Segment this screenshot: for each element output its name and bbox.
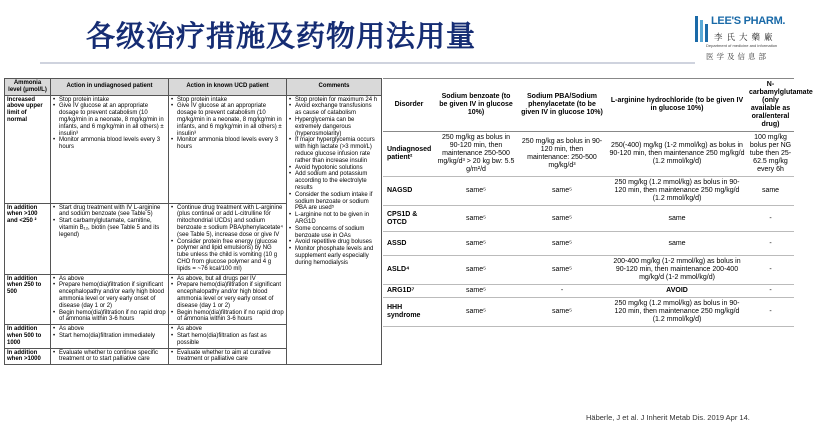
table-header-row xyxy=(383,79,794,132)
comment-item: • Stop protein for maximum 24 h xyxy=(289,97,379,104)
action-item: • As above xyxy=(53,326,166,333)
logo-bars-icon xyxy=(694,14,708,44)
action-item: • Begin hemo(dia)filtration if no rapid drop of ammonia within 3-6 hours xyxy=(53,310,166,324)
title-divider xyxy=(40,62,695,64)
comment-item: • Consider the sodium intake if sodium benzoate or sodium PBA are used⁵ xyxy=(289,192,379,212)
comment-item: • Monitor phosphate levels and supplement early especially during hemodialysis xyxy=(289,246,379,266)
benzoate-dose: same⁵ xyxy=(435,256,517,285)
disorder-cell: ASLD⁴ xyxy=(383,256,435,285)
ncg-dose: - xyxy=(747,232,794,256)
header-ammonia-level: Ammonia level (μmol/L) xyxy=(5,79,51,96)
action-item: • Stop protein intake xyxy=(171,97,284,104)
header-disorder: Disorder xyxy=(383,79,435,132)
benzoate-dose: same⁵ xyxy=(435,206,517,232)
disorder-cell: ASSD xyxy=(383,232,435,256)
action-item: • As above, but all drugs per IV xyxy=(171,276,284,283)
table-row xyxy=(383,132,794,177)
benzoate-dose: same⁵ xyxy=(435,232,517,256)
table-row xyxy=(383,206,794,232)
known-ucd-actions xyxy=(169,95,287,203)
arginine-dose: AVOID xyxy=(607,285,747,298)
comment-item: • Avoid exchange transfusions as cause of catabolism xyxy=(289,103,379,117)
ncg-dose: - xyxy=(747,298,794,327)
header-n-carbamylglutamate: N-carbamylglutamate (only available as oral/enteral drug) xyxy=(747,79,794,132)
comments-cell xyxy=(287,95,382,365)
action-item: • Prepare hemo(dia)filtration if significant encephalopathy and/or early high blood ammonia level or very early onset of disease (day 1 or 2) xyxy=(53,282,166,309)
arginine-dose: 200-400 mg/kg (1-2 mmol/kg) as bolus in 90-120 min, then maintenance 200-400 mg/kg/d (1-2 mmol/kg/d) xyxy=(607,256,747,285)
ammonia-level-cell: In addition when >100 and <250 ² xyxy=(5,203,51,274)
ncg-dose: - xyxy=(747,256,794,285)
action-item: • Prepare hemo(dia)filtration if significant encephalopathy and/or high blood ammonia level or very early onset of disease (day 1 or 2) xyxy=(171,282,284,309)
action-item: • Begin hemo(dia)filtration if no rapid drop of ammonia within 3-6 hours xyxy=(171,310,284,324)
action-item: • Start drug treatment with IV L-arginine and sodium benzoate (see Table 5) xyxy=(53,205,166,219)
pba-dose: same⁵ xyxy=(517,256,607,285)
action-item: • Start hemo(dia)filtration as fast as possible xyxy=(171,333,284,347)
pba-dose: 250 mg/kg as bolus in 90-120 min, then maintenance: 250-500 mg/kg/d³ xyxy=(517,132,607,177)
logo-english-text: Department of medicine and information xyxy=(706,43,778,48)
drug-dosage-table xyxy=(383,78,813,327)
ncg-dose: same xyxy=(747,177,794,206)
table-row xyxy=(383,298,794,327)
ammonia-level-cell: In addition when >1000 xyxy=(5,348,51,365)
ammonia-management-table xyxy=(4,78,382,365)
table-row xyxy=(383,256,794,285)
disorder-cell: Undiagnosed patient² xyxy=(383,132,435,177)
comment-item: • Some concerns of sodium benzoate use in OAs xyxy=(289,226,379,240)
pba-dose: same⁵ xyxy=(517,232,607,256)
benzoate-dose: same⁵ xyxy=(435,298,517,327)
benzoate-dose: same⁵ xyxy=(435,285,517,298)
pba-dose: - xyxy=(517,285,607,298)
action-item: • Stop protein intake xyxy=(53,97,166,104)
arginine-dose: 250 mg/kg (1.2 mmol/kg) as bolus in 90-120 min, then maintenance 250 mg/kg/d (1.2 mmol/kg/d) xyxy=(607,177,747,206)
ncg-dose: 100 mg/kg bolus per NG tube then 25-62.5 mg/kg every 6h xyxy=(747,132,794,177)
arginine-dose: 250(-400) mg/kg (1-2 mmol/kg) as bolus in 90-120 min, then maintenance 250 mg/kg/d (1.2 mmol/kg/d) xyxy=(607,132,747,177)
disorder-cell: CPS1D & OTCD xyxy=(383,206,435,232)
action-item: • Evaluate whether to aim at curative treatment or palliative care xyxy=(171,350,284,364)
header-comments: Comments xyxy=(287,79,382,96)
header-l-arginine: L-arginine hydrochloride (to be given IV in glucose 10%) xyxy=(607,79,747,132)
comment-item: • L-arginine not to be given in ARG1D xyxy=(289,212,379,226)
disorder-cell: ARG1D⁷ xyxy=(383,285,435,298)
ncg-dose: - xyxy=(747,206,794,232)
logo-chinese-text: 李氏大藥廠 xyxy=(714,33,777,43)
disorder-cell: HHH syndrome xyxy=(383,298,435,327)
company-logo xyxy=(694,14,798,70)
action-item: • Give IV glucose at an appropriate dosage to prevent catabolism (10 mg/kg/min in a neonate, 8 mg/kg/min in infants, and 6 mg/kg/min in all others) ± insulin³ xyxy=(171,103,284,137)
action-item: • Monitor ammonia blood levels every 3 hours xyxy=(53,137,166,151)
action-item: • Start carbamylglutamate, carnitine, vitamin B₁₂, biotin (see Table 5 and its legend) xyxy=(53,218,166,238)
logo-department-text: 医学及信息部 xyxy=(706,52,769,61)
action-item: • Evaluate whether to continue specific treatment or to start palliative care xyxy=(53,350,166,364)
ammonia-level-cell: Increased above upper limit of normal xyxy=(5,95,51,203)
known-ucd-actions xyxy=(169,274,287,325)
table-row xyxy=(5,95,382,203)
ncg-dose: - xyxy=(747,285,794,298)
header-sodium-benzoate: Sodium benzoate (to be given IV in glucose 10%) xyxy=(435,79,517,132)
comment-item: • Hyperglycemia can be extremely dangerous (hyperosmolarity) xyxy=(289,117,379,137)
action-item: • Give IV glucose at an appropriate dosage to prevent catabolism (10 mg/kg/min in a neonate, 8 mg/kg/min in infants, and 6 mg/kg/min in all others) ± insulin³ xyxy=(53,103,166,137)
comment-item: • Avoid hypotonic solutions xyxy=(289,165,379,172)
table-header-row xyxy=(5,79,382,96)
action-item: • Monitor ammonia blood levels every 3 hours xyxy=(171,137,284,151)
header-undiagnosed: Action in undiagnosed patient xyxy=(51,79,169,96)
undiagnosed-actions xyxy=(51,95,169,203)
header-known-ucd: Action in known UCD patient xyxy=(169,79,287,96)
action-item: • Start hemo(dia)filtration immediately xyxy=(53,333,166,340)
undiagnosed-actions xyxy=(51,274,169,325)
comment-item: • If major hyperglycemia occurs with high lactate (>3 mmol/L) reduce glucose infusion rate rather than increase insulin xyxy=(289,137,379,164)
known-ucd-actions xyxy=(169,203,287,274)
page-title: 各级治疗措施及药物用法用量 xyxy=(86,19,477,53)
citation: Häberle, J et al. J Inherit Metab Dis. 2019 Apr 14. xyxy=(586,413,750,422)
ammonia-level-cell: In addition when 500 to 1000 xyxy=(5,325,51,348)
arginine-dose: same xyxy=(607,232,747,256)
action-item: • As above xyxy=(53,276,166,283)
arginine-dose: same xyxy=(607,206,747,232)
logo-brand-text: LEE'S PHARM. xyxy=(711,15,786,27)
ammonia-level-cell: In addition when 250 to 500 xyxy=(5,274,51,325)
benzoate-dose: 250 mg/kg as bolus in 90-120 min, then maintenance 250-500 mg/kg/d³ > 20 kg bw: 5.5 g/m²/d xyxy=(435,132,517,177)
arginine-dose: 250 mg/kg (1.2 mmol/kg) as bolus in 90-120 min, then maintenance 250 mg/kg/d (1.2 mmol/kg/d) xyxy=(607,298,747,327)
known-ucd-actions xyxy=(169,348,287,365)
comment-item: • Add sodium and potassium according to the electrolyte results xyxy=(289,171,379,191)
header-sodium-pba: Sodium PBA/Sodium phenylacetate (to be given IV in glucose 10%) xyxy=(517,79,607,132)
pba-dose: same⁵ xyxy=(517,298,607,327)
table-row xyxy=(383,285,794,298)
action-item: • As above xyxy=(171,326,284,333)
table-row xyxy=(383,177,794,206)
disorder-cell: NAGSD xyxy=(383,177,435,206)
undiagnosed-actions xyxy=(51,203,169,274)
pba-dose: same⁵ xyxy=(517,177,607,206)
action-item: • Consider protein free energy (glucose polymer and lipid emulsions) by NG tube unless the child is vomiting (10 g CHO from glucose polymer and 4 g lipids = ~76 kcal/100 ml) xyxy=(171,239,284,273)
undiagnosed-actions xyxy=(51,325,169,348)
known-ucd-actions xyxy=(169,325,287,348)
comment-item: • Avoid repetitive drug boluses xyxy=(289,239,379,246)
benzoate-dose: same⁵ xyxy=(435,177,517,206)
pba-dose: same⁵ xyxy=(517,206,607,232)
action-item: • Continue drug treatment with L-arginine (plus continue or add L-citrulline for mitochondrial UCDs) and sodium benzoate ± sodium PBA/phenylacetate⁴ (see Table 5), increase dose or give IV xyxy=(171,205,284,239)
undiagnosed-actions xyxy=(51,348,169,365)
table-row xyxy=(383,232,794,256)
